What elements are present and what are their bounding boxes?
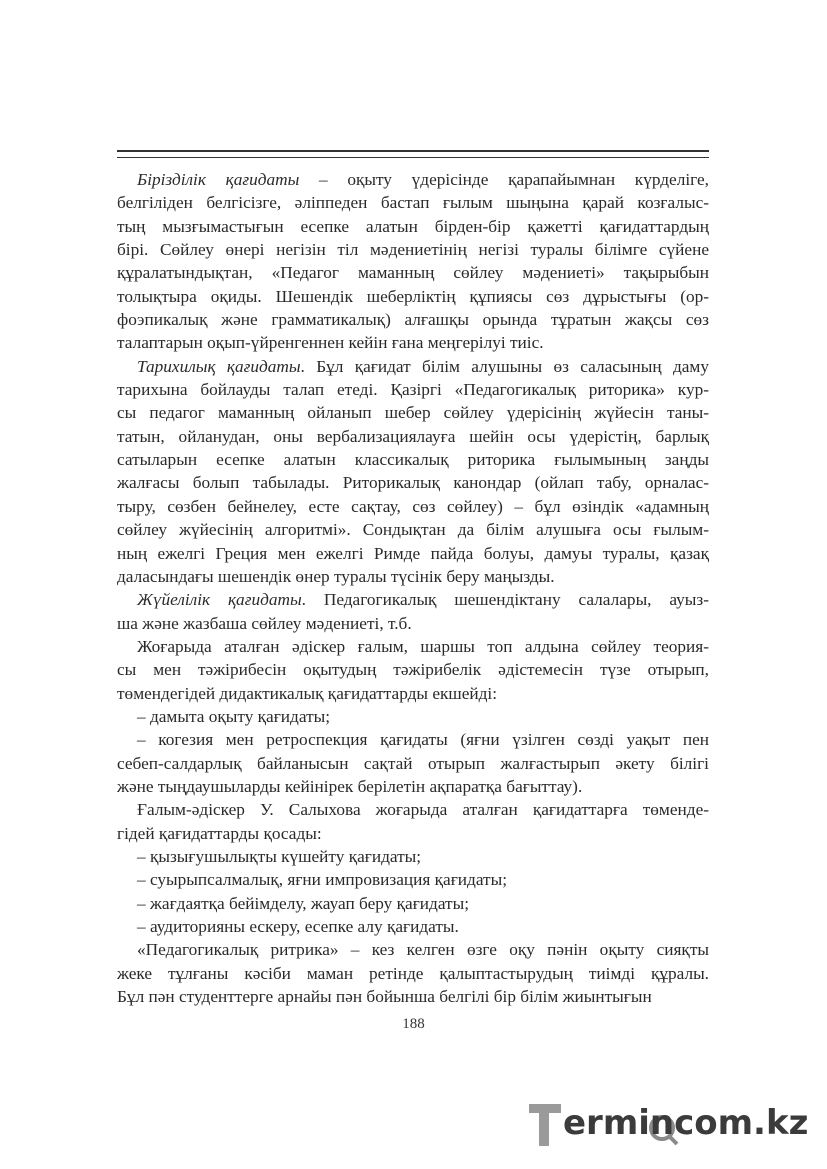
text-line [117,355,709,378]
text-line [117,331,709,354]
line-text: жалғасы болып табылады. Риторикалық канондар (ойлап табу, орналас- [117,473,709,493]
text-line [117,542,709,565]
text-line [117,215,709,238]
text-line [117,285,709,308]
italic-term: Тарихилық қағидаты [137,356,301,376]
line-text: тыру, сөзбен бейнелеу, есте сақтау, сөз сөйлеу) – бұл өзіндік «адамның [117,496,709,516]
text-line [117,752,709,775]
header-rule-thin [117,157,709,158]
text-line [117,425,709,448]
watermark-text: ermincom.kz [563,1103,809,1143]
body-text [117,168,709,1008]
text-line [117,822,709,845]
line-text: және тыңдаушыларды кейінірек берілетін ақпаратқа бағыттау). [117,776,583,796]
text-line [117,588,709,611]
text-line [117,682,709,705]
text-line [117,168,709,191]
text-line [117,495,709,518]
line-text: тарихына бойлауды талап етеді. Қазіргі «Педагогикалық риторика» кур- [117,380,709,400]
text-line [117,915,709,938]
text-line [117,775,709,798]
line-text: тың мызғымастығын есепке алатын бірден-бір қажетті қағидаттардың [117,216,709,236]
line-text: бірі. Сөйлеу өнері негізін тіл мәдениетінің негізі туралы білімге сүйене [117,240,709,260]
text-line [117,938,709,961]
line-text: жеке тұлғаны кәсіби маман ретінде қалыптастырудың тиімді құралы. [117,963,709,983]
line-text: сы педагог маманның ойланып шебер сөйлеу үдерісінің жүйесін таны- [117,403,709,423]
line-text: сы мен тәжірибесін оқытудың тәжірибелік әдістемесін түзе отырып, [117,660,709,680]
line-text: сөйлеу жүйесінің алгоритмі». Сондықтан да білім алушыға осы ғылым- [117,520,709,540]
line-text: төмендегідей дидактикалық қағидаттарды екшейді: [117,683,498,703]
text-line [117,892,709,915]
line-text: Бұл пән студенттерге арнайы пән бойынша белгілі бір білім жиынтығын [117,987,652,1007]
text-line [117,985,709,1008]
line-text: . Педагогикалық шешендіктану салалары, ауыз- [301,590,709,610]
italic-term: Бірізділік қағидаты [137,170,300,189]
line-text: татын, ойланудан, оны вербализациялауға шейін осы үдерістің, барлық [117,426,709,446]
line-text: – қызығушылықты күшейту қағидаты; [137,846,422,866]
line-text: Ғалым-әдіскер У. Салыхова жоғарыда аталған қағидаттарға төменде- [137,800,709,820]
line-text: фоэпикалық және грамматикалық) алғашқы орында тұратын жақсы сөз [117,310,709,330]
text-line [117,308,709,331]
line-text: ша және жазбаша сөйлеу мәдениеті, т.б. [117,613,412,633]
italic-term: Жүйелілік қағидаты [137,590,302,610]
text-line [117,448,709,471]
text-line [117,798,709,821]
line-text: – оқыту үдерісінде қарапайымнан күрделіге, [299,170,709,189]
text-line [117,962,709,985]
line-text: себеп-салдарлық байланысын сақтай отырып жалғастырып әкету білігі [117,753,709,773]
page-number: 188 [402,1016,425,1032]
line-text: – когезия мен ретроспекция қағидаты (яғни үзілген сөзді уақыт пен [137,730,709,750]
line-text: толықтыра оқиды. Шешендік шеберліктің құпиясы сөз дұрыстығы (ор- [117,286,709,306]
line-text: ның ежелгі Греция мен ежелгі Римде пайда болуы, дамуы туралы, қазақ [117,543,709,563]
text-line [117,565,709,588]
text-line [117,191,709,214]
text-line [117,261,709,284]
line-text: . Бұл қағидат білім алушыны өз саласының даму [300,356,709,376]
line-text: даласындағы шешендік өнер туралы түсінік беру маңызды. [117,566,555,586]
line-text: – дамыта оқыту қағидаты; [137,706,331,726]
text-line [117,401,709,424]
text-line [117,612,709,635]
text-line [117,518,709,541]
text-line [117,471,709,494]
line-text: сатыларын есепке алатын классикалық риторика ғылымының заңды [117,450,709,470]
text-line [117,238,709,261]
line-text: Жоғарыда аталған әдіскер ғалым, шаршы топ алдына сөйлеу теория- [137,636,709,656]
line-text: – жағдаятқа бейімделу, жауап беру қағидаты; [137,893,470,913]
line-text: белгіліден белгісізге, әліппеден бастап ғылым шыңына қарай козғалыс- [117,193,709,213]
line-text: «Педагогикалық ритрика» – кез келген өзге оқу пәнін оқыту сияқты [137,940,709,960]
watermark-logo [525,1098,815,1150]
text-line [117,728,709,751]
text-line [117,868,709,891]
line-text: – аудиторияны ескеру, есепке алу қағидаты. [137,917,459,936]
text-line [117,845,709,868]
text-line [117,658,709,681]
text-line [117,705,709,728]
line-text: құралатындықтан, «Педагог маманның сөйлеу мәдениеті» тақырыбын [117,263,709,283]
line-text: – суырыпсалмалық, яғни импровизация қағидаты; [137,870,508,890]
header-rule-thick [117,150,709,152]
text-line [117,635,709,658]
line-text: талаптарын оқып-үйренгеннен кейін ғана меңгерілуі тиіс. [117,333,544,353]
line-text: гідей қағидаттарды қосады: [117,823,322,843]
text-line [117,378,709,401]
